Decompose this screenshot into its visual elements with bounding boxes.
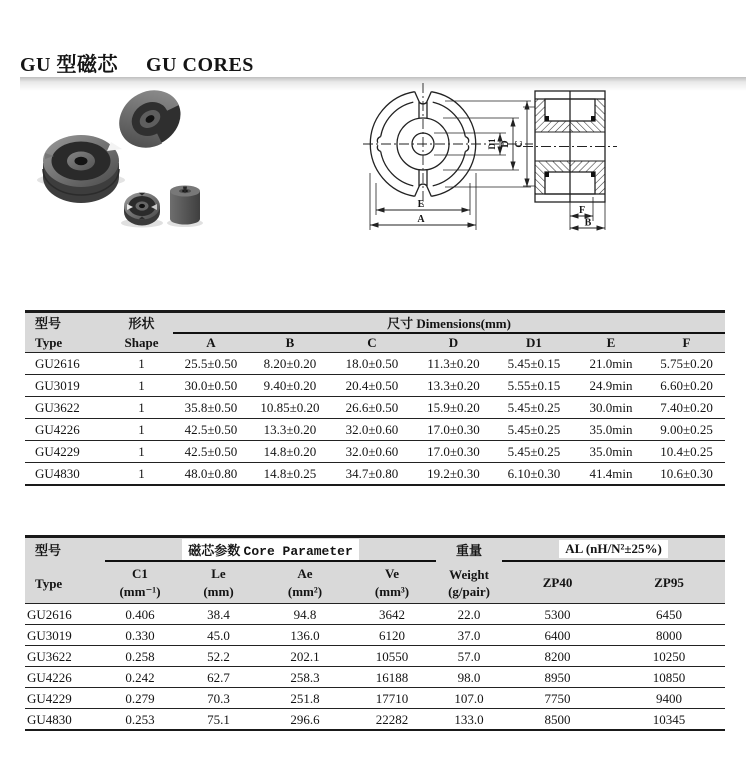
- cell-value: 1: [138, 422, 145, 437]
- cell-value: 1: [138, 444, 145, 459]
- front-view-drawing: [363, 83, 533, 230]
- cell-value: 8200: [544, 648, 571, 664]
- cell-value: 136.0: [290, 627, 320, 643]
- large-core: [43, 135, 122, 203]
- dim-label-d1: D1: [487, 138, 497, 150]
- core-parameter-cn: 磁芯参数: [188, 542, 241, 558]
- cell-part-number: GU2616: [27, 606, 72, 622]
- cell-value: 17.0±0.30: [427, 422, 480, 437]
- cell-value: 7.40±0.20: [660, 400, 713, 415]
- cell-value: 42.5±0.50: [184, 422, 238, 437]
- cell-value: 18.0±0.50: [345, 356, 399, 371]
- table-row: [25, 709, 725, 731]
- cell-value: 296.6: [290, 711, 320, 727]
- dim-label-b: B: [584, 217, 592, 229]
- cell-value: 202.1: [290, 648, 320, 664]
- header-dim-f: F: [648, 333, 725, 353]
- header-shape-en: Shape: [124, 334, 159, 350]
- table-row: [25, 667, 725, 688]
- cell-value: 0.242: [125, 669, 155, 685]
- table-row: [25, 441, 725, 463]
- header-type-en: Type: [35, 575, 63, 591]
- cell-value: 15.9±0.20: [427, 400, 480, 415]
- dim-label-a: A: [417, 214, 425, 225]
- header-weight-en: Weight (g/pair): [448, 567, 490, 599]
- cell-value: 258.3: [290, 669, 320, 685]
- cell-value: 20.4±0.50: [345, 378, 399, 393]
- cell-part-number: GU3019: [27, 627, 72, 643]
- cell-value: 75.1: [207, 711, 230, 727]
- dim-label-c: C: [514, 140, 525, 148]
- cell-value: 35.0min: [589, 444, 633, 459]
- cell-value: 13.3±0.20: [427, 378, 480, 393]
- cell-value: 94.8: [293, 606, 317, 622]
- cell-value: 35.8±0.50: [184, 400, 238, 415]
- cell-value: 11.3±0.20: [427, 356, 480, 371]
- table-row: [25, 604, 725, 625]
- cell-value: 22.0: [457, 606, 481, 622]
- cell-value: 45.0: [207, 627, 230, 643]
- dimension-drawing: [355, 77, 745, 245]
- cell-value: 10250: [652, 648, 686, 664]
- cell-part-number: GU4830: [27, 711, 72, 727]
- cell-value: 41.4min: [589, 466, 633, 481]
- cell-value: 5300: [544, 606, 571, 622]
- cell-value: 34.7±0.80: [345, 466, 399, 481]
- cell-value: 8950: [544, 669, 571, 685]
- table-row: [25, 688, 725, 709]
- cell-value: 8500: [544, 711, 571, 727]
- header-al-span: AL (nH/N²±25%): [502, 537, 725, 562]
- cell-value: 9.00±0.25: [660, 422, 713, 437]
- cell-part-number: GU4830: [35, 466, 80, 481]
- cell-part-number: GU3622: [27, 648, 72, 664]
- cell-value: 0.279: [125, 690, 155, 706]
- cell-value: 5.55±0.15: [507, 378, 561, 393]
- cell-value: 26.6±0.50: [345, 400, 399, 415]
- dimensions-table-body: [25, 353, 725, 486]
- cell-value: 10850: [652, 669, 686, 685]
- parameters-table-body: [25, 604, 725, 731]
- header-c1: C1 (mm⁻¹): [105, 561, 175, 603]
- table-row: [25, 375, 725, 397]
- header-weight-cn: 重量: [456, 543, 483, 558]
- header-type-cn: 型号: [35, 543, 62, 558]
- cell-value: 10345: [652, 711, 686, 727]
- cell-value: 52.2: [207, 648, 230, 664]
- cell-value: 32.0±0.60: [345, 422, 399, 437]
- cell-value: 13.3±0.20: [263, 422, 317, 437]
- header-shape: [110, 312, 173, 353]
- cell-value: 5.45±0.25: [507, 400, 561, 415]
- table-row: [25, 397, 725, 419]
- dimensions-table: [25, 310, 725, 486]
- cell-value: 6.60±0.20: [660, 378, 713, 393]
- header-type-en: Type: [35, 334, 63, 350]
- cell-part-number: GU3019: [35, 378, 80, 393]
- cell-value: 5.75±0.20: [660, 356, 713, 371]
- header-core-parameter-span: [105, 537, 436, 562]
- cell-value: 10.6±0.30: [660, 466, 713, 481]
- cell-value: 98.0: [457, 669, 481, 685]
- cell-value: 9.40±0.20: [263, 378, 317, 393]
- page-title-cn: GU 型磁芯: [20, 54, 118, 76]
- table-row: [25, 353, 725, 375]
- cell-value: 16188: [375, 669, 409, 685]
- tilted-core: [109, 80, 191, 159]
- cell-value: 6400: [544, 627, 571, 643]
- cell-value: 14.8±0.20: [263, 444, 317, 459]
- cell-part-number: GU4226: [27, 669, 72, 685]
- cell-value: 1: [138, 378, 145, 393]
- cell-value: 14.8±0.25: [263, 466, 317, 481]
- cell-value: 10550: [375, 648, 409, 664]
- dim-label-d: D: [500, 140, 511, 148]
- cell-value: 0.406: [125, 606, 155, 622]
- cell-value: 62.7: [207, 669, 230, 685]
- cell-value: 0.330: [125, 627, 155, 643]
- cell-value: 19.2±0.30: [427, 466, 480, 481]
- header-zp40: ZP40: [502, 561, 613, 603]
- small-core-front: [124, 193, 160, 226]
- header-shape-cn: 形状: [128, 315, 155, 331]
- cell-value: 70.3: [207, 690, 230, 706]
- cell-value: 251.8: [290, 690, 320, 706]
- cell-value: 10.85±0.20: [260, 400, 320, 415]
- header-le: Le (mm): [175, 561, 262, 603]
- cell-value: 24.9min: [589, 378, 633, 393]
- table-row: [25, 463, 725, 486]
- cell-value: 32.0±0.60: [345, 444, 399, 459]
- figure-strip: [20, 77, 746, 245]
- cell-value: 9400: [656, 690, 683, 706]
- cell-value: 7750: [544, 690, 571, 706]
- cell-value: 1: [138, 466, 145, 481]
- cell-part-number: GU3622: [35, 400, 80, 415]
- cell-value: 17.0±0.30: [427, 444, 480, 459]
- cell-value: 42.5±0.50: [184, 444, 238, 459]
- cell-part-number: GU4229: [35, 444, 80, 459]
- header-ve: Ve (mm³): [348, 561, 436, 603]
- core-parameter-en: Core Parameter: [243, 543, 353, 559]
- small-core-side: [170, 186, 200, 225]
- core-photo: [20, 79, 355, 245]
- table-row: [25, 646, 725, 667]
- cell-value: 6.10±0.30: [507, 466, 561, 481]
- cell-value: 3642: [379, 606, 406, 622]
- parameters-table: [25, 535, 725, 731]
- dim-label-e: E: [417, 199, 425, 210]
- cell-value: 48.0±0.80: [184, 466, 238, 481]
- cell-value: 107.0: [454, 690, 484, 706]
- cell-value: 1: [138, 356, 145, 371]
- parameters-table-header: [25, 537, 725, 604]
- cell-part-number: GU4226: [35, 422, 80, 437]
- header-type: [25, 312, 110, 353]
- header-type: [25, 537, 105, 604]
- cell-value: 8.20±0.20: [263, 356, 317, 371]
- cell-part-number: GU4229: [27, 690, 72, 706]
- header-type-cn: 型号: [35, 315, 62, 331]
- cell-value: 17710: [375, 690, 409, 706]
- cell-value: 10.4±0.25: [660, 444, 713, 459]
- cell-value: 133.0: [454, 711, 484, 727]
- header-dim-e: E: [574, 333, 648, 353]
- cell-value: 21.0min: [589, 356, 633, 371]
- cell-value: 0.258: [125, 648, 155, 664]
- table-row: [25, 419, 725, 441]
- header-dim-d1: D1: [494, 333, 574, 353]
- cell-value: 22282: [375, 711, 409, 727]
- cell-value: 38.4: [207, 606, 230, 622]
- header-dim-b: B: [249, 333, 331, 353]
- cell-value: 6450: [656, 606, 683, 622]
- header-dim-c: C: [331, 333, 413, 353]
- cell-value: 57.0: [457, 648, 481, 664]
- cell-value: 0.253: [125, 711, 155, 727]
- header-dim-a: A: [173, 333, 249, 353]
- cell-value: 25.5±0.50: [184, 356, 238, 371]
- dimensions-table-header: [25, 312, 725, 353]
- cell-value: 8000: [656, 627, 683, 643]
- cell-part-number: GU2616: [35, 356, 80, 371]
- cell-value: 5.45±0.25: [507, 444, 561, 459]
- cell-value: 30.0min: [589, 400, 633, 415]
- cell-value: 35.0min: [589, 422, 633, 437]
- cell-value: 5.45±0.15: [507, 356, 561, 371]
- table-row: [25, 625, 725, 646]
- header-dimensions-span: 尺寸 Dimensions(mm): [173, 312, 725, 334]
- dim-label-f: F: [578, 205, 586, 216]
- header-ae: Ae (mm²): [262, 561, 348, 603]
- header-zp95: ZP95: [613, 561, 725, 603]
- cell-value: 5.45±0.25: [507, 422, 561, 437]
- header-dim-d: D: [413, 333, 494, 353]
- cell-value: 6120: [379, 627, 406, 643]
- header-weight: [436, 537, 502, 604]
- cell-value: 1: [138, 400, 145, 415]
- cell-value: 37.0: [457, 627, 481, 643]
- cell-value: 30.0±0.50: [184, 378, 238, 393]
- page-title-en: GU CORES: [146, 54, 254, 76]
- side-view-drawing: [523, 91, 617, 230]
